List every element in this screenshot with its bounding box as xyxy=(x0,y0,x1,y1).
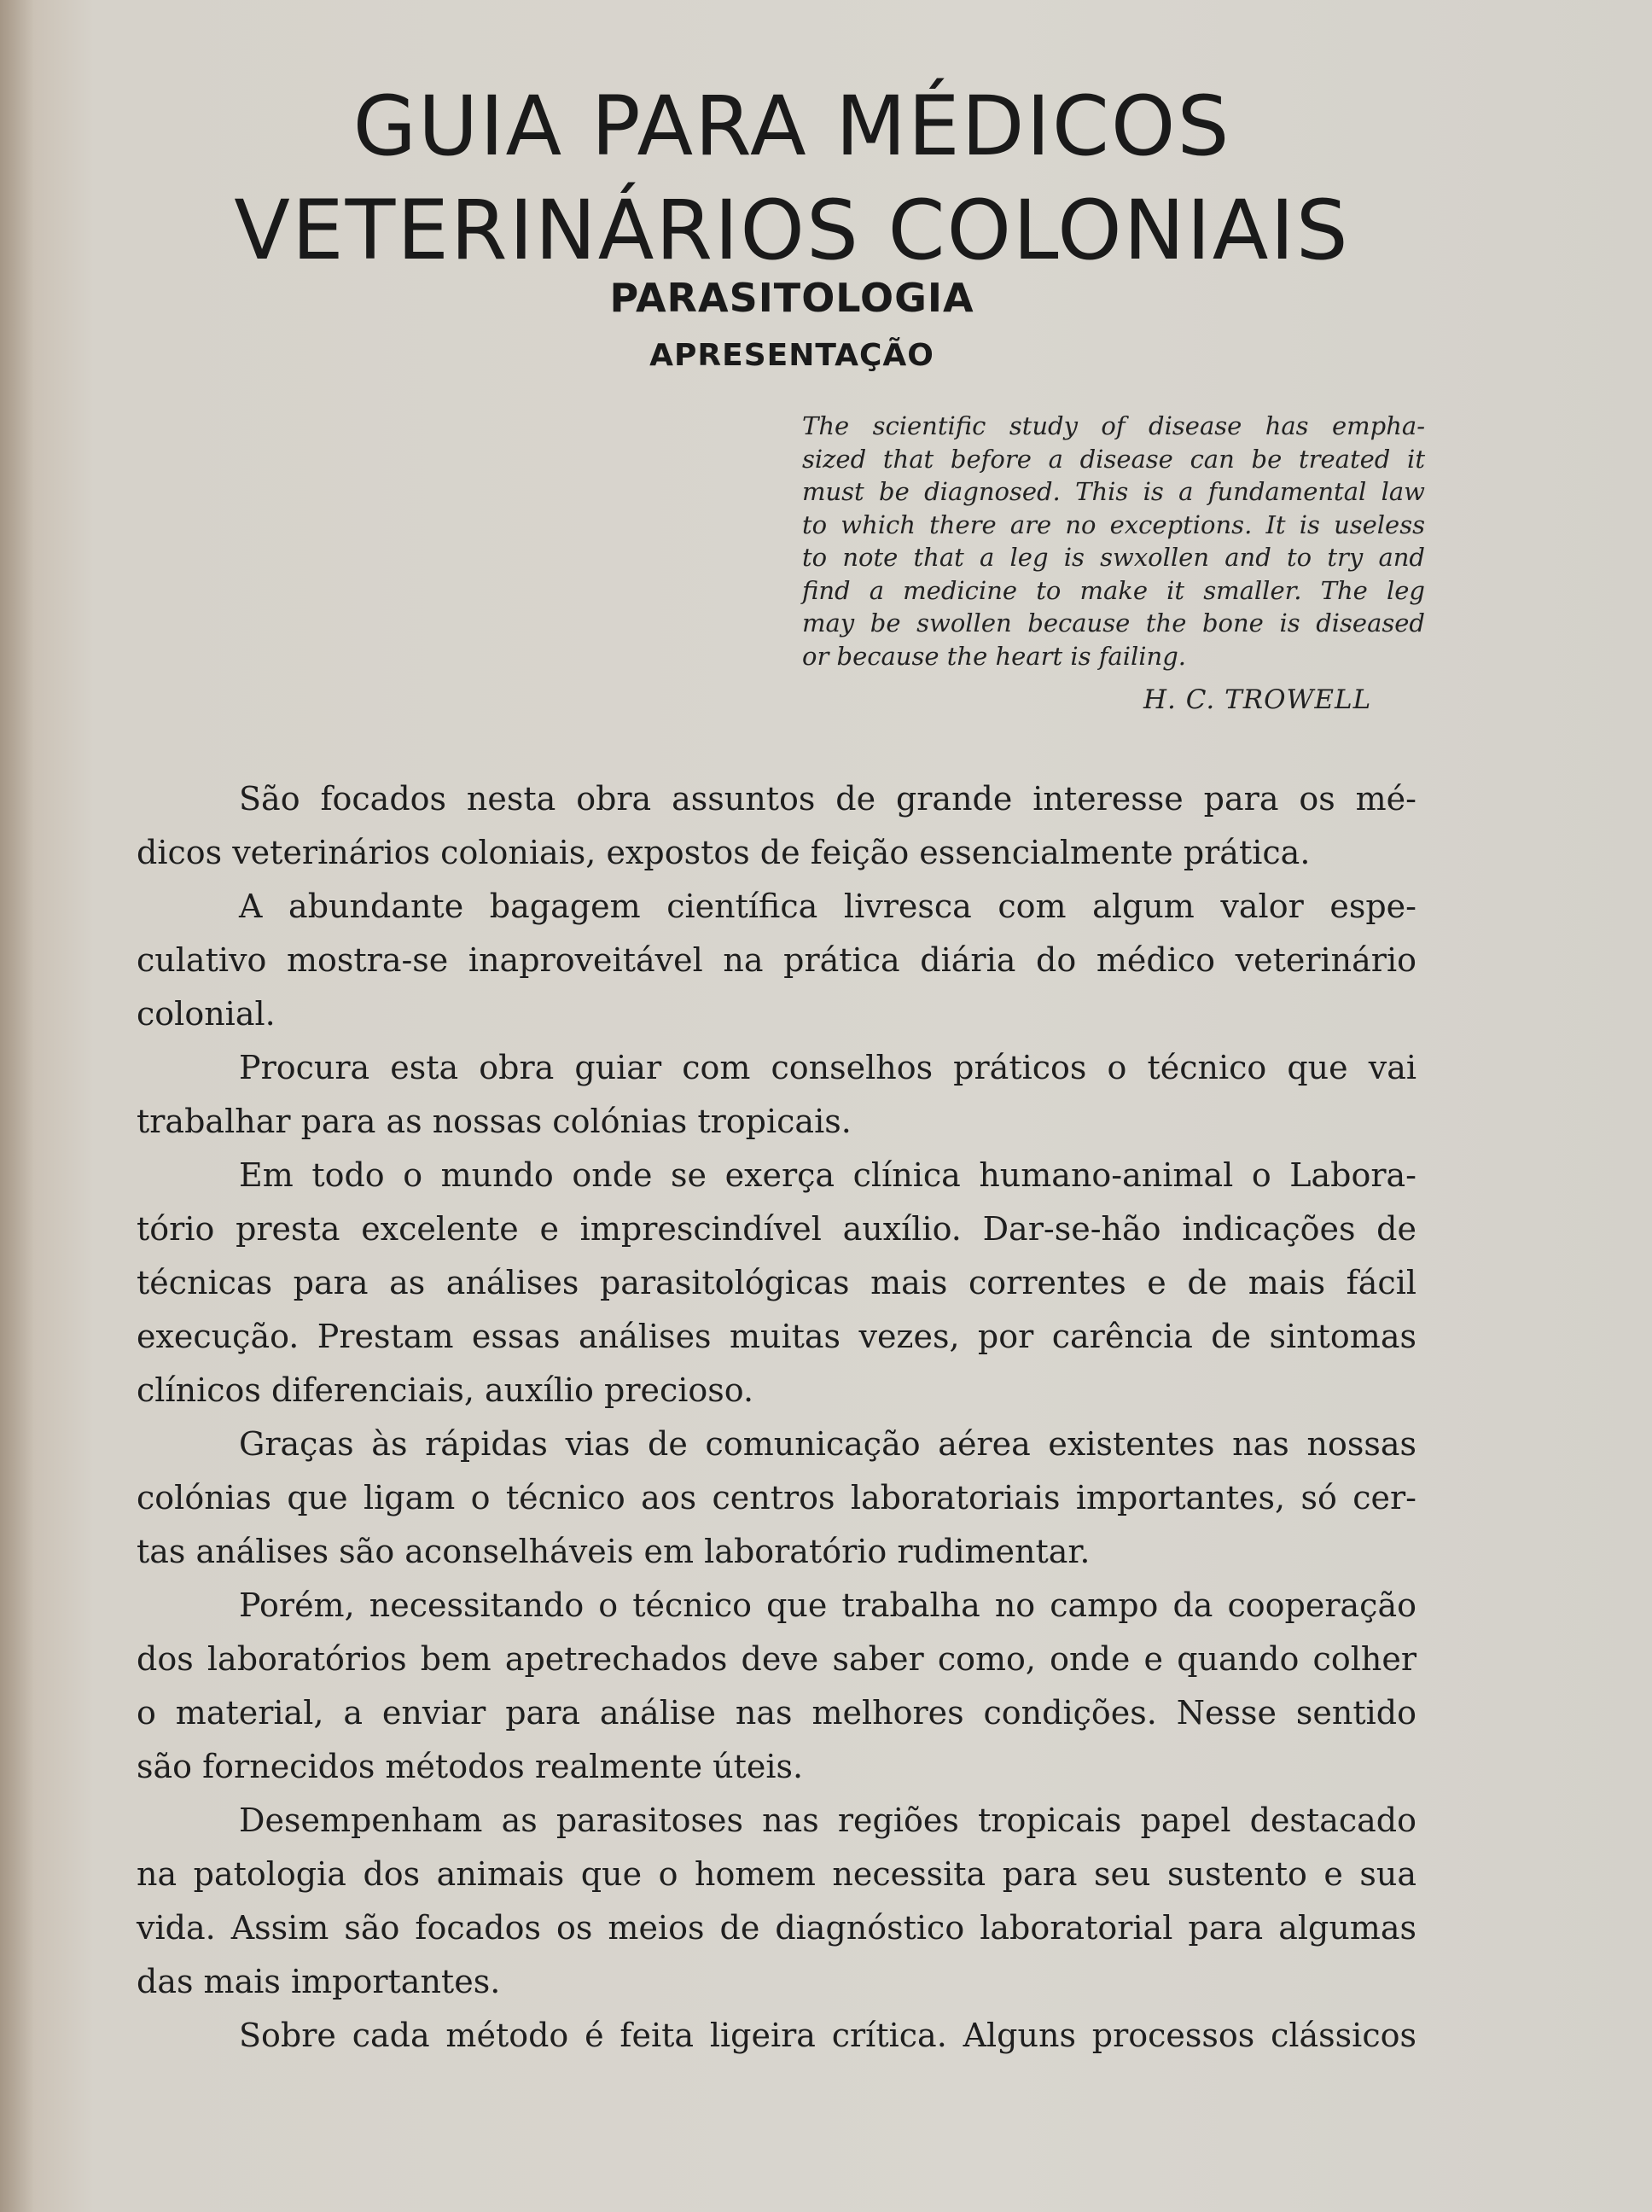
title-line-2: VETERINÁRIOS COLONIAIS xyxy=(234,183,1350,278)
epigraph-line: The scientific study of disease has empha- xyxy=(802,411,1425,440)
epigraph-line: or because the heart is failing. xyxy=(802,641,1186,671)
body-line: o material, a enviar para análise nas melhores condições. Nesse sentido xyxy=(137,1694,1416,1732)
epigraph-line: may be swollen because the bone is diseased xyxy=(802,608,1425,637)
body-line: dicos veterinários coloniais, expostos de feição essencialmente prática. xyxy=(137,834,1311,871)
body-line: colónias que ligam o técnico aos centros laboratoriais importantes, só cer- xyxy=(137,1479,1416,1516)
epigraph-line: find a medicine to make it smaller. The leg xyxy=(802,575,1425,605)
body-line: execução. Prestam essas análises muitas vezes, por carência de sintomas xyxy=(137,1318,1416,1355)
epigraph-line: to note that a leg is swxollen and to try and xyxy=(802,543,1425,572)
body-line: Porém, necessitando o técnico que trabalha no campo da cooperação xyxy=(239,1586,1416,1624)
body-text xyxy=(137,772,1416,2063)
body-line: Graças às rápidas vias de comunicação aérea existentes nas nossas xyxy=(239,1425,1416,1463)
subtitle: PARASITOLOGIA xyxy=(609,275,974,321)
body-line: técnicas para as análises parasitológicas mais correntes e de mais fácil xyxy=(137,1264,1416,1301)
body-line: vida. Assim são focados os meios de diagnóstico laboratorial para algumas xyxy=(137,1909,1416,1947)
body-line: colonial. xyxy=(137,995,276,1033)
body-line: tório presta excelente e imprescindível auxílio. Dar-se-hão indicações de xyxy=(137,1210,1416,1248)
body-line: tas análises são aconselháveis em laboratório rudimentar. xyxy=(137,1533,1091,1570)
body-line: A abundante bagagem científica livresca com algum valor espe- xyxy=(239,888,1416,925)
body-line: Desempenham as parasitoses nas regiões tropicais papel destacado xyxy=(239,1802,1416,1839)
body-line: Em todo o mundo onde se exerça clínica humano-animal o Labora- xyxy=(239,1156,1416,1194)
body-line: das mais importantes. xyxy=(137,1963,501,2000)
body-line: são fornecidos métodos realmente úteis. xyxy=(137,1748,804,1785)
body-line: trabalhar para as nossas colónias tropicais. xyxy=(137,1103,852,1140)
body-line: São focados nesta obra assuntos de grande interesse para os mé- xyxy=(239,780,1416,818)
epigraph-author: H. C. TROWELL xyxy=(1143,684,1372,715)
epigraph-line: sized that before a disease can be treated it xyxy=(802,444,1425,474)
body-line: dos laboratórios bem apetrechados deve saber como, onde e quando colher xyxy=(137,1640,1416,1678)
body-line: Sobre cada método é feita ligeira crítica. Alguns processos clássicos xyxy=(239,2017,1416,2054)
epigraph-line: to which there are no exceptions. It is useless xyxy=(802,509,1425,539)
body-line: na patologia dos animais que o homem necessita para seu sustento e sua xyxy=(137,1855,1416,1893)
body-line: culativo mostra-se inaproveitável na prática diária do médico veterinário xyxy=(137,941,1416,979)
epigraph-line: must be diagnosed. This is a fundamental law xyxy=(802,477,1425,506)
section-heading: APRESENTAÇÃO xyxy=(649,338,934,373)
epigraph xyxy=(802,410,1425,672)
body-line: Procura esta obra guiar com conselhos práticos o técnico que vai xyxy=(239,1049,1416,1086)
title-line-1: GUIA PARA MÉDICOS xyxy=(352,79,1231,174)
page-gutter-shadow xyxy=(0,0,34,2212)
body-line: clínicos diferenciais, auxílio precioso. xyxy=(137,1371,754,1409)
